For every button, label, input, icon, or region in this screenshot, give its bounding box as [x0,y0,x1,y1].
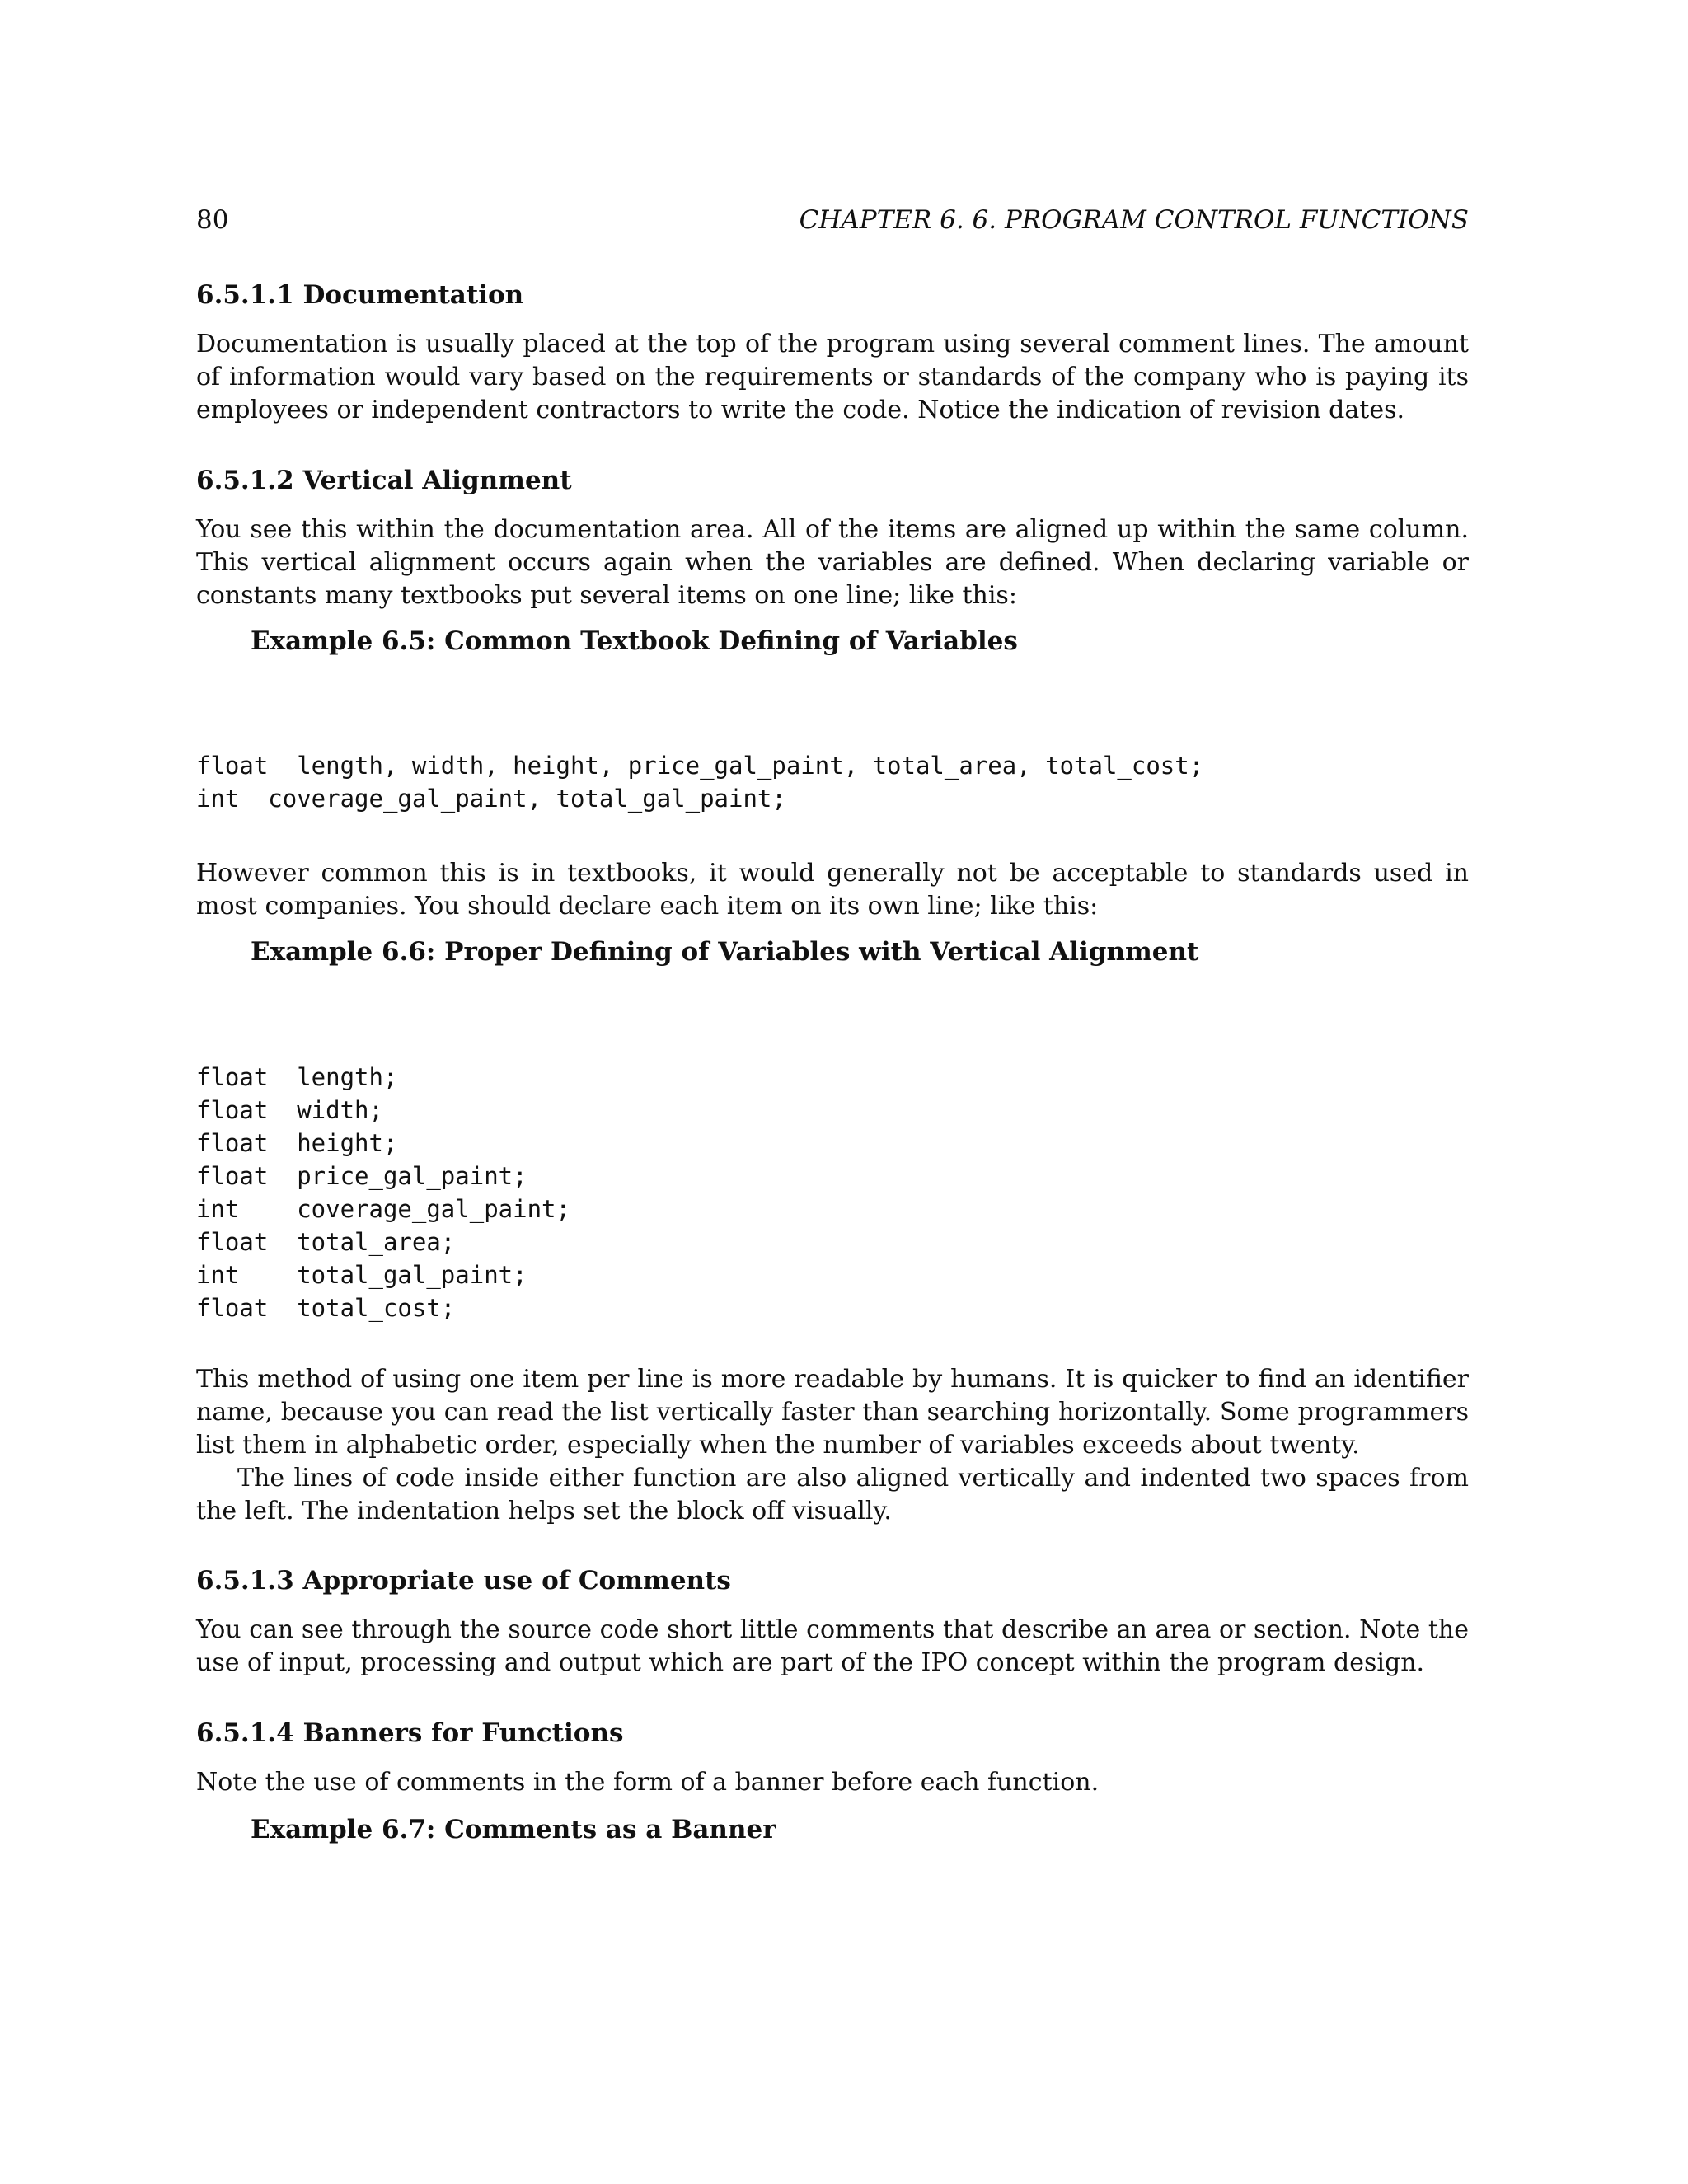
paragraph-comments: You can see through the source code short little comments that describe an area or section. Note the use of input, processing and output which are part of the IPO concept within the program design. [196,1615,1469,1677]
section-heading-banners: 6.5.1.4 Banners for Functions [196,1718,624,1748]
paragraph-one-item-per-line: This method of using one item per line is more readable by humans. It is quicker to find an identifier name, because you can read the list vertically faster than searching horizontally. Some programmers list them in alphabetic order, especially when the number of variables exceeds about twenty. [196,1365,1469,1460]
example-6-6-code: float length; float width; float height; float price_gal_paint; int coverage_gal_paint; float total_area; int total_gal_paint; float total_cost; [196,1063,570,1322]
chapter-title: CHAPTER 6. 6. PROGRAM CONTROL FUNCTIONS [799,205,1469,235]
example-6-5-title: Example 6.5: Common Textbook Defining of Variables [251,626,1018,656]
page-number: 80 [196,205,229,235]
section-heading-documentation: 6.5.1.1 Documentation [196,280,524,310]
section-heading-comments: 6.5.1.3 Appropriate use of Comments [196,1566,731,1596]
example-6-7-title: Example 6.7: Comments as a Banner [251,1815,776,1844]
paragraph-after-example-6-5: However common this is in textbooks, it would generally not be acceptable to standards used in most companies. You should declare each item on its own line; like this: [196,859,1469,921]
section-heading-vertical-alignment: 6.5.1.2 Vertical Alignment [196,466,572,495]
paragraph-documentation: Documentation is usually placed at the top of the program using several comment lines. The amount of information would vary based on the requirements or standards of the company who is paying its employees or independent contractors to write the code. Notice the indication of revision dates. [196,330,1469,424]
paragraph-banners: Note the use of comments in the form of a banner before each function. [196,1768,1100,1797]
example-6-6-title: Example 6.6: Proper Defining of Variables with Vertical Alignment [251,937,1199,967]
example-6-5-code: float length, width, height, price_gal_paint, total_area, total_cost; int coverage_gal_paint, total_gal_paint; [196,752,1204,813]
paragraph-vertical-alignment: You see this within the documentation area. All of the items are aligned up within the same column. This vertical alignment occurs again when the variables are defined. When declaring variable or constants many textbooks put several items on one line; like this: [196,515,1469,610]
paragraph-indentation: The lines of code inside either function are also aligned vertically and indented two spaces from the left. The indentation helps set the block off visually. [196,1464,1469,1526]
running-header [196,202,1469,238]
